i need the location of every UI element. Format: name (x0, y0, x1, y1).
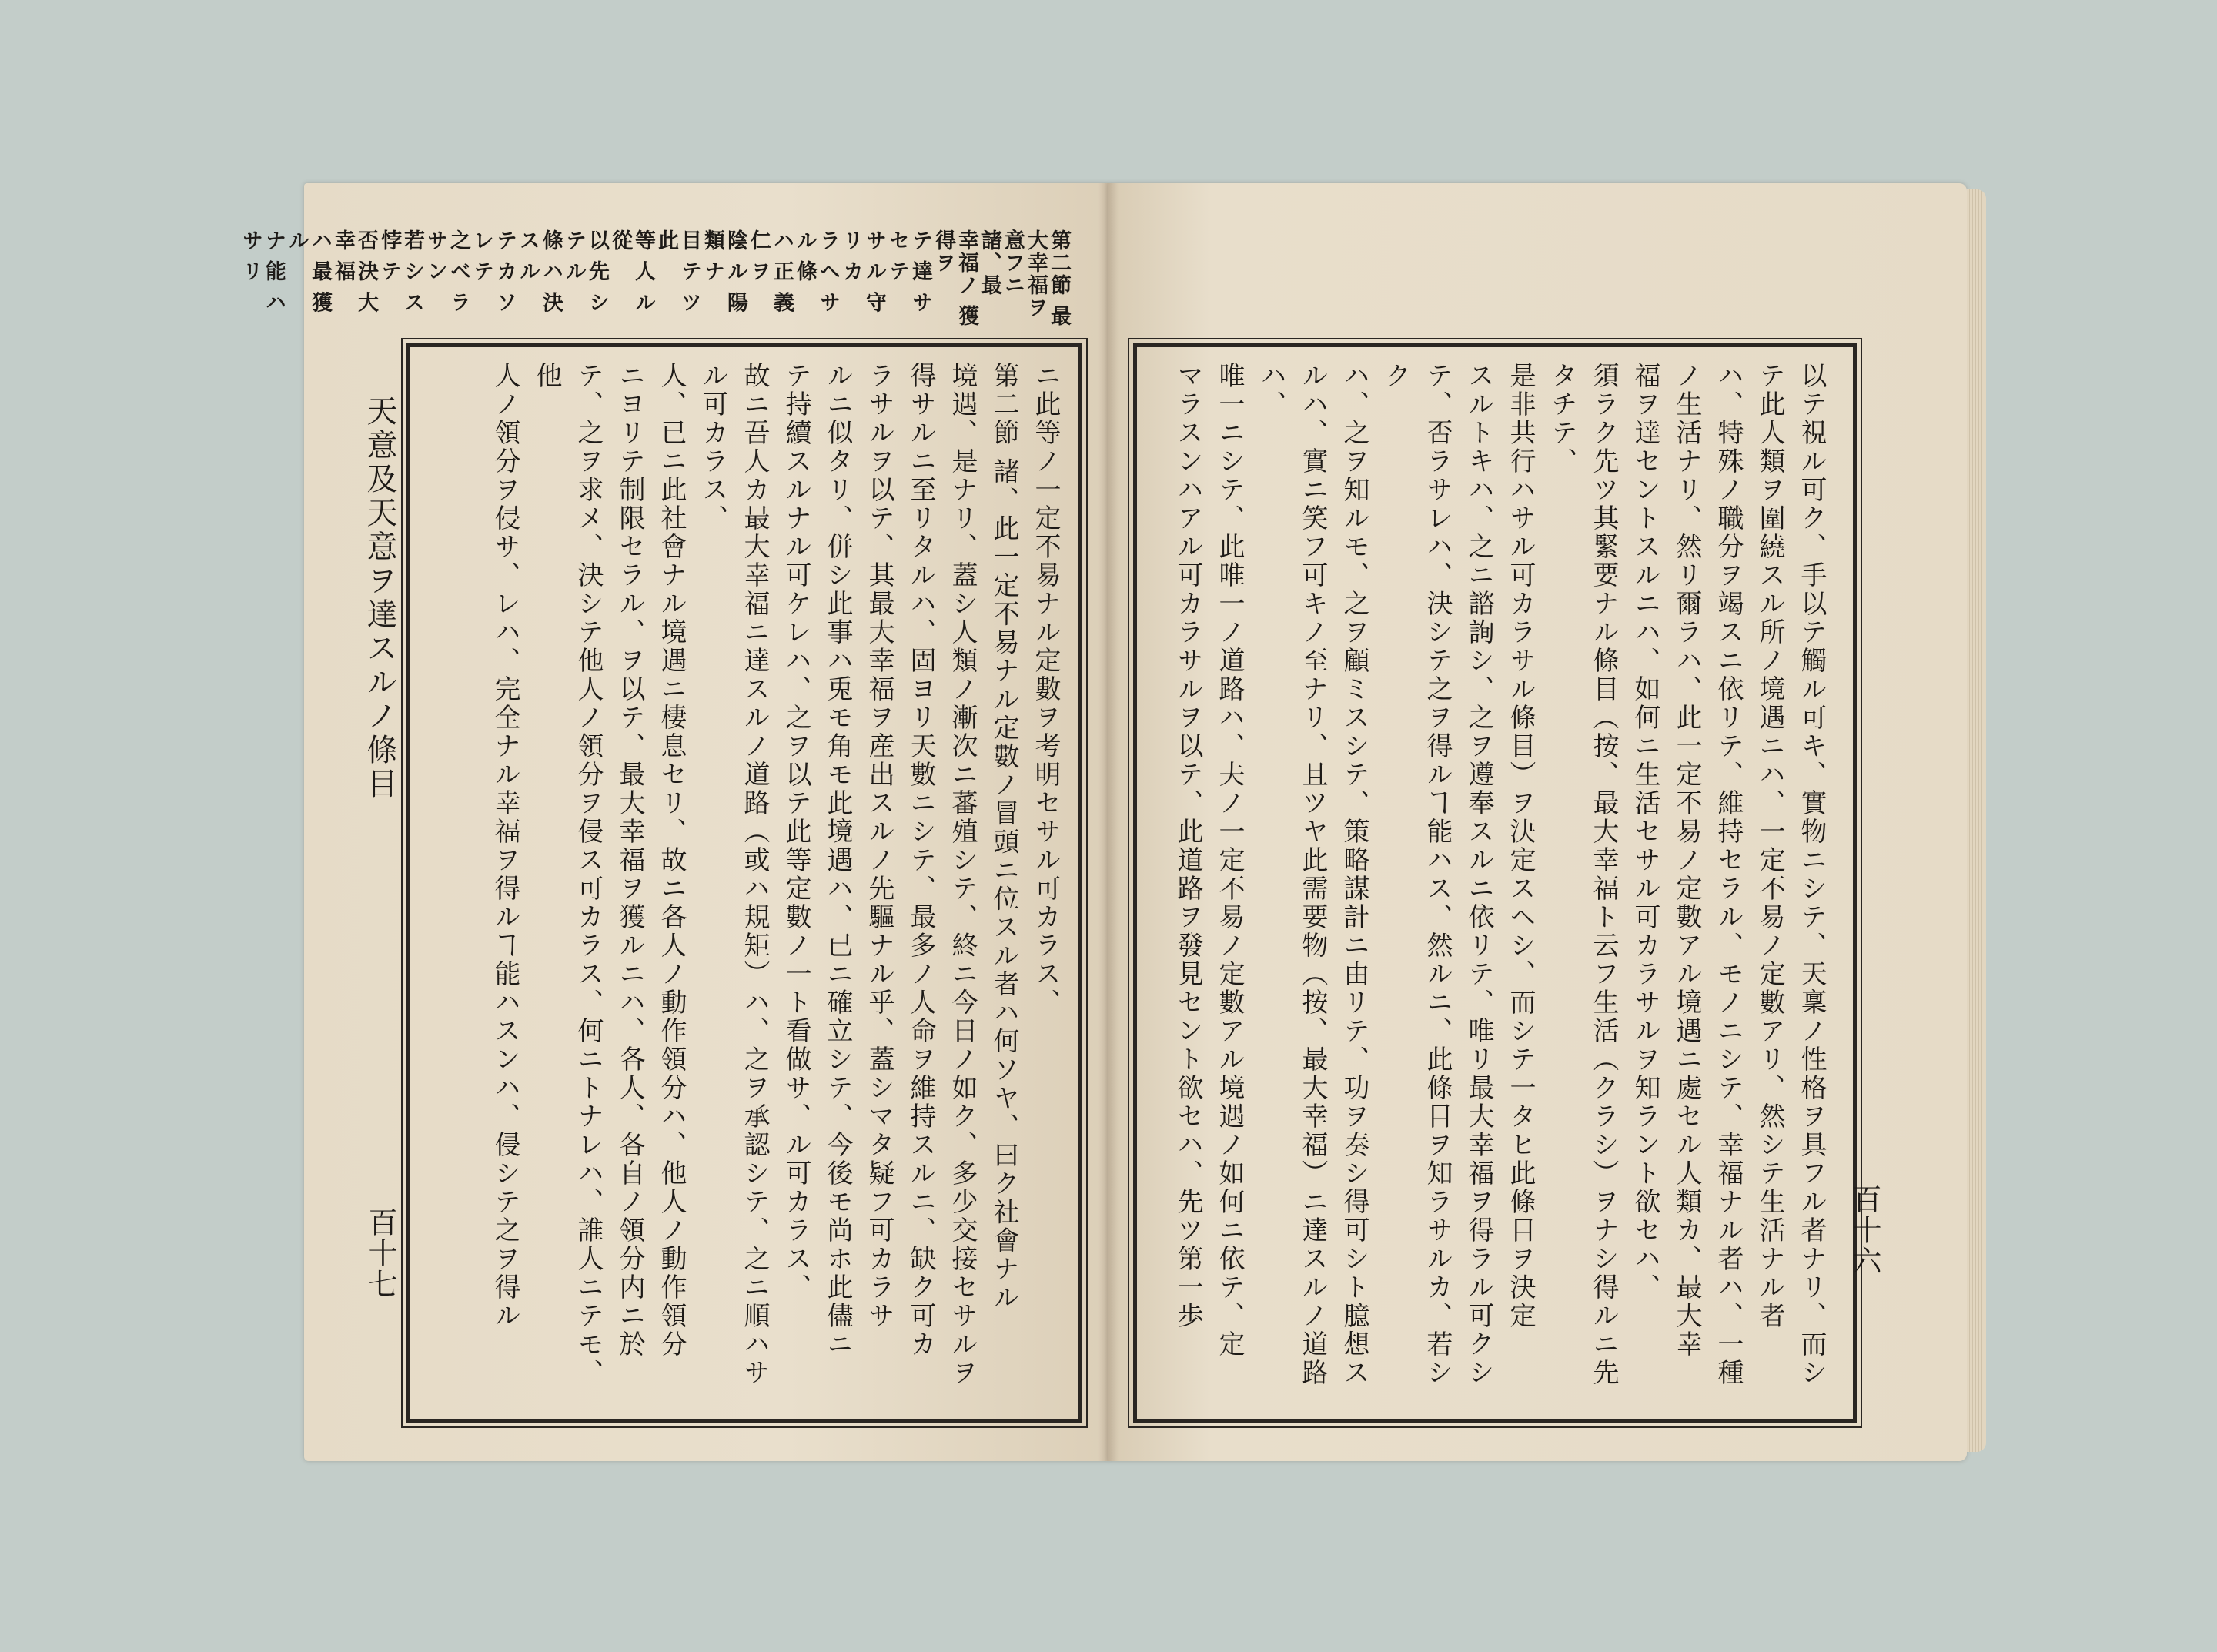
text-column: テ、否ラサレハ、決シテ之ヲ得ルヿ能ハス、然ルニ、此條目ヲ知ラサルカ、若シク (1380, 362, 1453, 1387)
text-column: 得サルニ至リタルハ、固ヨリ天數ニシテ、最多ノ人命ヲ維持スルニ、缺ク可カ (905, 362, 936, 1359)
text-column: 人ノ領分ヲ侵サ、レハ、完全ナル幸福ヲ得ルヿ能ハスンハ、侵シテ之ヲ得ル (490, 362, 520, 1330)
text-column: ニヨリテ制限セラル、ヲ以テ、最大幸福ヲ獲ルニハ、各人、各自ノ領分内ニ於 (614, 362, 645, 1359)
text-column: 唯一ニシテ、此唯一ノ道路ハ、夫ノ一定不易ノ定數アル境遇ノ如何ニ依テ、定 (1214, 362, 1245, 1359)
open-book (239, 183, 1967, 1461)
toc-column: テ 達 サ セ テ (885, 229, 932, 314)
toc-column: 條 ハ 決 ス ル (516, 229, 563, 314)
text-column: 福ヲ達セントスルニハ、如何ニ生活セサル可カラサルヲ知ラント欲セハ、 (1630, 362, 1660, 1302)
text-column: テ持續スルナル可ケレハ、之ヲ以テ此等定數ノ一ト看做サ、ル可カラス、 (781, 362, 811, 1302)
left-page (239, 183, 1108, 1461)
text-column: 人、已ニ此社會ナル境遇ニ棲息セリ、故ニ各人ノ動作領分ハ、他人ノ動作領分 (656, 362, 687, 1359)
toc-column: 等 人 ル 從 (608, 229, 655, 314)
text-column: ラサルヲ以テ、其最大幸福ヲ産出スルノ先驅ナル乎、蓋シマタ疑フ可カラサ (864, 362, 894, 1330)
toc-column: ハ 最 獲 ル (285, 229, 332, 314)
text-column: 第二節 諸、此一定不易ナル定數ノ冒頭ニ位スル者ハ何ソヤ、曰ク社會ナル (988, 362, 1019, 1313)
toc-column: 目 テ ツ 此 (654, 229, 701, 314)
toc-column: 第二節 最大幸福ヲ (1024, 229, 1071, 328)
toc-column: 意フニ 諸、最 (978, 229, 1025, 296)
toc-column: 之 ベ ラ サ ン (423, 229, 470, 314)
toc-column: 若 シ ス 悖 テ (377, 229, 424, 314)
text-column: ルニ似タリ、併シ此事ハ兎モ角モ此境遇ハ、已ニ確立シテ、今後モ尚ホ此儘ニ (822, 362, 853, 1359)
book-gutter (1098, 183, 1119, 1461)
running-title: 天意及天意ヲ達スルノ條目 (362, 395, 397, 801)
text-column: 是非共行ハサル可カラサル條目）ヲ決定スヘシ、而シテ一タヒ此條目ヲ決定 (1505, 362, 1536, 1330)
text-column: 故ニ吾人カ最大幸福ニ達スルノ道路（或ハ規矩）ハ、之ヲ承認シテ、之ニ順ハサ (739, 362, 770, 1387)
toc-column: ハ 正 義 仁 ヲ (747, 229, 794, 314)
body-text-left (421, 362, 1066, 1401)
text-column: ニ此等ノ一定不易ナル定數ヲ考明セサル可カラス、 (1030, 362, 1061, 1017)
text-column: テ、之ヲ求メ、決シテ他人ノ領分ヲ侵ス可カラス、何ニトナレハ、誰人ニテモ、他 (531, 362, 604, 1387)
page-number-left: 百十七 (363, 1207, 397, 1299)
toc-column: 幸福ノ 獲得ヲ (931, 229, 978, 328)
toc-column: 否 決 大 幸 福 (331, 229, 378, 314)
text-column: マラスンハアル可カラサルヲ以テ、此道路ヲ發見セント欲セハ、先ツ第一歩 (1172, 362, 1203, 1330)
toc-column: サ ル 守 リ カ (839, 229, 886, 314)
toc-block (239, 229, 1071, 337)
text-column: ル可カラス、 (697, 362, 728, 533)
page-number-right: 百十六 (1848, 1184, 1881, 1276)
toc-column: ナ 能 ハ サ リ (239, 229, 286, 314)
text-column: ノ生活ナリ、然リ爾ラハ、此一定不易ノ定數アル境遇ニ處セル人類カ、最大幸 (1671, 362, 1702, 1359)
text-column: ハ、之ヲ知ルモ、之ヲ顧ミスシテ、策略謀計ニ由リテ、功ヲ奏シ得可シト臆想ス (1339, 362, 1369, 1387)
text-column: 以テ視ル可ク、手以テ觸ル可キ、實物ニシテ、天稟ノ性格ヲ具フル者ナリ、而シ (1796, 362, 1827, 1387)
page-edges (1967, 189, 1986, 1452)
text-column: スルトキハ、之ニ諮詢シ、之ヲ遵奉スルニ依リテ、唯リ最大幸福ヲ得ラル可クシ (1463, 362, 1494, 1387)
toc-column: 以 先 シ テ ル (562, 229, 609, 314)
text-column: テ此人類ヲ圍繞スル所ノ境遇ニハ、一定不易ノ定數アリ、然シテ生活ナル者 (1754, 362, 1785, 1330)
text-column: ルハ、實ニ笑フ可キノ至ナリ、且ツヤ此需要物（按、最大幸福）ニ達スルノ道路ハ、 (1256, 362, 1328, 1387)
toc-column: テ カ ソ レ テ (470, 229, 517, 314)
toc-column: 陰 ル 陽 類 ナ (701, 229, 747, 314)
body-text-right (1151, 362, 1832, 1401)
toc-column: ラ ヘ サ ル 條 (793, 229, 840, 314)
text-column: ハ、特殊ノ職分ヲ竭スニ依リテ、維持セラル、モノニシテ、幸福ナル者ハ、一種 (1713, 362, 1744, 1387)
text-column: 須ラク先ツ其緊要ナル條目（按、最大幸福ト云フ生活（クラシ）ヲナシ得ルニ先タチテ、 (1547, 362, 1619, 1387)
text-column: 境遇、是ナリ、蓋シ人類ノ漸次ニ蕃殖シテ、終ニ今日ノ如ク、多少交接セサルヲ (947, 362, 978, 1387)
